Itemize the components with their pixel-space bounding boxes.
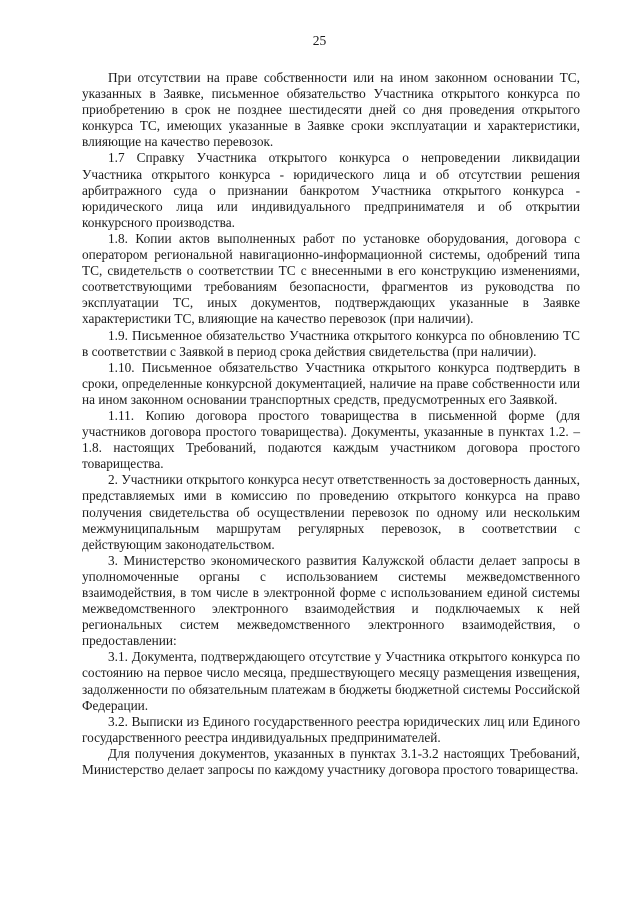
paragraph-1-11: 1.11. Копию договора простого товарищества в письменной форме (для участников договора простого товарищества). Документы, указанные в пунктах 1.2. – 1.8. настоящих Требований, подаются каждым участником договора простого товарищества. — [82, 407, 580, 472]
document-body — [82, 70, 580, 778]
paragraph-2: 2. Участники открытого конкурса несут ответственность за достоверность данных, представляемых ими в комиссию по проведению открытого конкурса на право получения свидетельства об осуществлении перевозок по одному или нескольким межмуниципальным маршрутам регулярных перевозок, в соответствии с действующим законодательством. — [82, 472, 580, 552]
paragraph-1-10: 1.10. Письменное обязательство Участника открытого конкурса подтвердить в сроки, определенные конкурсной документацией, наличие на праве собственности или на ином законном основании транспортных средств, предусмотренных его Заявкой. — [82, 359, 580, 407]
paragraph-3-1: 3.1. Документа, подтверждающего отсутствие у Участника открытого конкурса по состоянию на первое число месяца, предшествующего месяцу размещения извещения, задолженности по обязательным платежам в бюджеты бюджетной системы Российской Федерации. — [82, 649, 580, 713]
paragraph-3: 3. Министерство экономического развития Калужской области делает запросы в уполномоченные органы с использованием системы межведомственного взаимодействия, в том числе в электронной форме с использованием единой системы межведомственного электронного взаимодействия и подключаемых к ней региональных систем межведомственного электронного взаимодействия, о предоставлении: — [82, 552, 580, 649]
paragraph-1-7: 1.7 Справку Участника открытого конкурса о непроведении ликвидации Участника открытого конкурса - юридического лица и об отсутствии решения арбитражного суда о признании банкротом Участника открытого конкурса - юридического лица или индивидуального предпринимателя и об открытии конкурсного производства. — [82, 150, 580, 230]
paragraph-3-2: 3.2. Выписки из Единого государственного реестра юридических лиц или Единого государственного реестра индивидуальных предпринимателей. — [82, 713, 580, 745]
paragraph-1-9: 1.9. Письменное обязательство Участника открытого конкурса по обновлению ТС в соответствии с Заявкой в период срока действия свидетельства (при наличии). — [82, 327, 580, 359]
page-number: 25 — [312, 33, 327, 48]
paragraph-ownership-obligation: При отсутствии на праве собственности или на ином законном основании ТС, указанных в Заявке, письменное обязательство Участника открытого конкурса по приобретению в срок не позднее шестидесяти дней со дня проведения открытого конкурса ТС, имеющих указанные в Заявке сроки эксплуатации и характеристики, влияющие на качество перевозок. — [82, 70, 580, 150]
paragraph-documents-request: Для получения документов, указанных в пунктах 3.1-3.2 настоящих Требований, Министерство делает запросы по каждому участнику договора простого товарищества. — [82, 745, 580, 778]
paragraph-1-8: 1.8. Копии актов выполненных работ по установке оборудования, договора с оператором региональной навигационно-информационной системы, одобрений типа ТС, свидетельств о соответствии ТС с внесенными в его конструкцию изменениями, соответствующими требованиям безопасности, фрагментов из руководства по эксплуатации ТС, иных документов, подтверждающих указанные в Заявке характеристики ТС, влияющие на качество перевозок (при наличии). — [82, 230, 580, 327]
